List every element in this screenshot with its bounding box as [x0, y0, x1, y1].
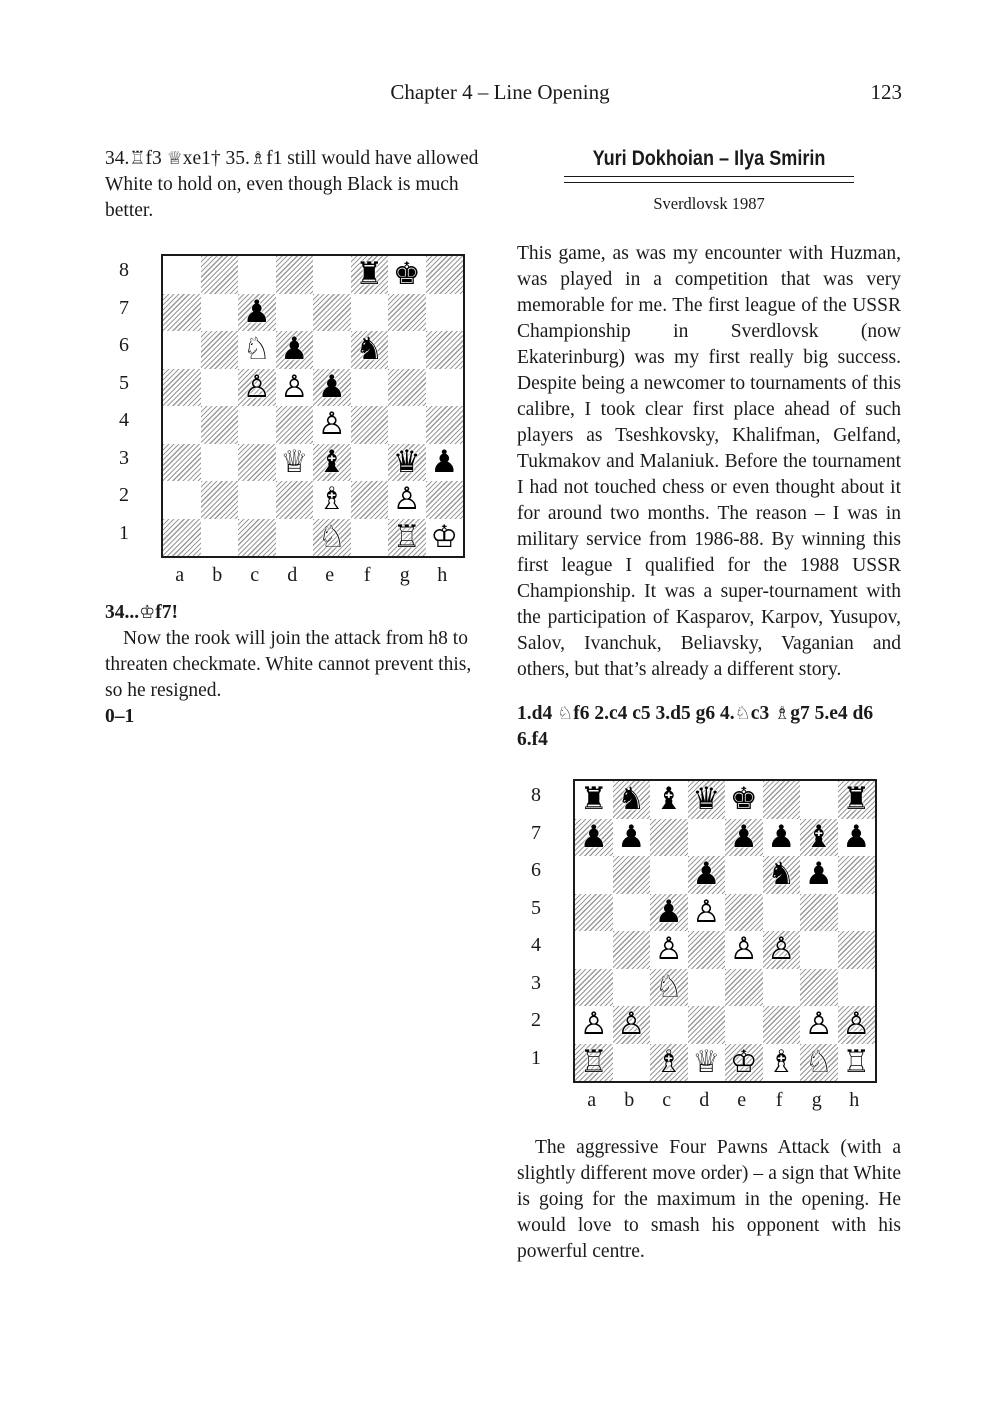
- file-label: d: [287, 564, 298, 586]
- chess-piece-icon: ♕: [280, 443, 309, 480]
- board-square: [163, 256, 201, 294]
- board-square: [388, 369, 426, 407]
- chess-piece-icon: ♙: [804, 1006, 833, 1043]
- chess-piece-icon: ♙: [280, 368, 309, 405]
- board-square: [763, 1044, 801, 1082]
- chess-piece-icon: ♟: [242, 293, 271, 330]
- chess-piece-icon: ♟: [617, 818, 646, 855]
- board-square: [725, 781, 763, 819]
- board-square: [688, 819, 726, 857]
- board-square: [313, 256, 351, 294]
- board-square: [575, 819, 613, 857]
- chess-piece-icon: ♔: [729, 1043, 758, 1080]
- board-square: [763, 781, 801, 819]
- file-label: f: [363, 564, 371, 586]
- file-label: e: [737, 1089, 747, 1111]
- file-label: h: [437, 564, 448, 586]
- board-square: [313, 331, 351, 369]
- board-square: [763, 819, 801, 857]
- chess-piece-icon: ♜: [579, 781, 608, 818]
- chess-piece-icon: ♟: [654, 893, 683, 930]
- board-square: [613, 1006, 651, 1044]
- chess-piece-icon: ♙: [842, 1006, 871, 1043]
- intro-text-4: f1 still would have allowed White to hold on, even though Black is much better.: [105, 148, 479, 221]
- board-square: [800, 781, 838, 819]
- commentary-paragraph-right: The aggressive Four Pawns Attack (with a slightly different move order) – a sign that White is going for the maximum in the opening. He would love to smash his opponent with his powerful centre.: [517, 1137, 901, 1262]
- board-square: [763, 969, 801, 1007]
- chess-piece-icon: ♛: [692, 781, 721, 818]
- board-square: [201, 331, 239, 369]
- board-square: [838, 894, 876, 932]
- board-square: [800, 819, 838, 857]
- intro-text-3: xe1† 35.: [182, 148, 250, 169]
- board-square: [238, 481, 276, 519]
- board-square: [575, 969, 613, 1007]
- board-square: [276, 406, 314, 444]
- board-square: [201, 256, 239, 294]
- rank-labels: [119, 252, 149, 552]
- commentary-paragraph: Now the rook will join the attack from h8 to threaten checkmate. White cannot prevent this, so he resigned.: [105, 628, 472, 701]
- file-label: f: [775, 1089, 783, 1111]
- chess-piece-icon: ♟: [280, 331, 309, 368]
- board-square: [575, 1006, 613, 1044]
- file-label: b: [624, 1089, 635, 1111]
- board-square: [276, 444, 314, 482]
- chess-piece-icon: ♛: [392, 443, 421, 480]
- board-square: [838, 931, 876, 969]
- board-square: [238, 294, 276, 332]
- intro-paragraph: [105, 146, 489, 224]
- board-square: [688, 781, 726, 819]
- board-square: [800, 1006, 838, 1044]
- game-venue: Sverdlovsk 1987: [653, 194, 765, 213]
- chess-piece-icon: ♟: [842, 818, 871, 855]
- board-square: [688, 1006, 726, 1044]
- rank-label: 5: [531, 896, 541, 919]
- file-label: a: [175, 564, 185, 586]
- intro-text-2: f3: [145, 148, 167, 169]
- board-square: [238, 444, 276, 482]
- board-square: [201, 369, 239, 407]
- board-square: [575, 781, 613, 819]
- file-label: h: [849, 1089, 860, 1111]
- board-square: [238, 331, 276, 369]
- board-square: [650, 781, 688, 819]
- board-square: [800, 894, 838, 932]
- chess-diagram-1: [119, 252, 464, 600]
- board-square: [238, 519, 276, 557]
- board-square: [575, 1044, 613, 1082]
- board-square: [613, 931, 651, 969]
- file-label: d: [699, 1089, 710, 1111]
- board-square: [725, 856, 763, 894]
- board-square: [351, 256, 389, 294]
- board-square: [426, 481, 464, 519]
- chess-piece-icon: ♞: [767, 856, 796, 893]
- board-square: [426, 369, 464, 407]
- chess-piece-icon: ♙: [317, 406, 346, 443]
- board-square: [238, 369, 276, 407]
- rank-label: 8: [531, 784, 541, 806]
- board-square: [650, 1006, 688, 1044]
- file-label: b: [212, 564, 223, 586]
- board-square: [838, 856, 876, 894]
- rank-label: 4: [531, 934, 541, 956]
- move-34-suffix: f7!: [155, 602, 179, 623]
- board-square: [688, 894, 726, 932]
- board-square: [276, 369, 314, 407]
- board-square: [201, 406, 239, 444]
- board-square: [388, 444, 426, 482]
- file-labels: [161, 562, 465, 588]
- board-square: [650, 931, 688, 969]
- board-square: [351, 369, 389, 407]
- chess-piece-icon: ♟: [692, 856, 721, 893]
- chess-piece-icon: ♙: [692, 893, 721, 930]
- rank-label: 7: [531, 821, 541, 844]
- running-header: [0, 80, 1000, 110]
- chapter-title: Chapter 4 – Line Opening: [390, 80, 610, 104]
- board-square: [800, 931, 838, 969]
- chess-piece-icon: ♙: [654, 931, 683, 968]
- board-square: [763, 856, 801, 894]
- file-label: a: [587, 1089, 597, 1111]
- chess-piece-icon: ♘: [317, 518, 346, 555]
- file-label: g: [811, 1089, 822, 1111]
- moves-text-2: f6 2.c4 c5 3.d5 g6 4.: [573, 703, 735, 724]
- rank-label: 1: [531, 1046, 541, 1069]
- knight-icon: ♘: [557, 703, 574, 724]
- rank-label: 4: [119, 409, 129, 431]
- chess-piece-icon: ♙: [729, 931, 758, 968]
- board-square: [575, 931, 613, 969]
- chess-piece-icon: ♟: [579, 818, 608, 855]
- board-square: [238, 256, 276, 294]
- rank-label: 1: [119, 521, 129, 544]
- board-square: [688, 931, 726, 969]
- move-34-prefix: 34...: [105, 602, 140, 623]
- board-square: [276, 481, 314, 519]
- board-square: [388, 406, 426, 444]
- board-square: [613, 969, 651, 1007]
- chess-piece-icon: ♗: [654, 1043, 683, 1080]
- board-square: [388, 519, 426, 557]
- board-square: [238, 406, 276, 444]
- chess-piece-icon: ♙: [242, 368, 271, 405]
- board-square: [838, 819, 876, 857]
- board-square: [163, 519, 201, 557]
- board-square: [351, 481, 389, 519]
- rank-label: 3: [531, 971, 541, 994]
- chess-piece-icon: ♙: [767, 931, 796, 968]
- chess-piece-icon: ♞: [355, 331, 384, 368]
- chess-piece-icon: ♜: [842, 781, 871, 818]
- board-square: [388, 256, 426, 294]
- rank-label: 3: [119, 446, 129, 469]
- board-square: [575, 856, 613, 894]
- board-square: [426, 256, 464, 294]
- board-square: [351, 406, 389, 444]
- chess-piece-icon: ♙: [617, 1006, 646, 1043]
- rank-labels: [531, 777, 561, 1077]
- board-square: [163, 481, 201, 519]
- rank-label: 8: [119, 259, 129, 281]
- board-square: [351, 294, 389, 332]
- board-square: [201, 294, 239, 332]
- moves-text-1: 1.d4: [517, 703, 558, 724]
- board-square: [800, 856, 838, 894]
- board-square: [313, 519, 351, 557]
- board-square: [725, 931, 763, 969]
- board-square: [313, 444, 351, 482]
- chess-piece-icon: ♔: [430, 518, 459, 555]
- chess-piece-icon: ♗: [317, 481, 346, 518]
- board-square: [426, 294, 464, 332]
- board-square: [613, 819, 651, 857]
- intro-text-1: 34.: [105, 148, 130, 169]
- board-square: [725, 1044, 763, 1082]
- board-square: [838, 969, 876, 1007]
- board-square: [763, 931, 801, 969]
- board-square: [163, 369, 201, 407]
- board-square: [838, 1006, 876, 1044]
- chess-piece-icon: ♘: [804, 1043, 833, 1080]
- board-square: [163, 294, 201, 332]
- rank-label: 5: [119, 371, 129, 394]
- intro-paragraph-right: This game, as was my encounter with Huzman, was played in a competition that was very memorable for me. The first league of the USSR Championship in Sverdlovsk (now Ekaterinburg) was my first really big success. Despite being a newcomer to tournaments of this calibre, I took clear first place ahead of such players as Tseshkovsky, Khalifman, Gelfand, Tukmakov and Malaniuk. Before the tournament I had not touched chess or even thought about it for around two months. The reason – I was in military service from 1986-88. By winning this first league I qualified for the 1988 USSR Championship. It was a super-tournament with the participation of Kasparov, Karpov, Yusupov, Salov, Ivanchuk, Beliavsky, Vaganian and others, but that’s already a different story.: [517, 243, 901, 680]
- game-result: 0–1: [105, 706, 135, 727]
- board-square: [613, 1044, 651, 1082]
- chess-piece-icon: ♖: [579, 1043, 608, 1080]
- rank-label: 2: [531, 1009, 541, 1031]
- board-square: [426, 519, 464, 557]
- file-label: g: [399, 564, 410, 586]
- board-square: [688, 969, 726, 1007]
- board-square: [163, 444, 201, 482]
- board-square: [388, 331, 426, 369]
- board-square: [763, 894, 801, 932]
- board-square: [201, 481, 239, 519]
- chess-piece-icon: ♙: [392, 481, 421, 518]
- board-square: [725, 894, 763, 932]
- board-square: [650, 1044, 688, 1082]
- chess-piece-icon: ♘: [242, 331, 271, 368]
- game-title: Yuri Dokhoian – Ilya Smirin: [592, 147, 826, 170]
- board-square: [763, 1006, 801, 1044]
- chess-piece-icon: ♜: [355, 256, 384, 293]
- move-34: [105, 600, 489, 626]
- chess-piece-icon: ♟: [767, 818, 796, 855]
- knight-icon: ♘: [734, 703, 751, 724]
- chess-piece-icon: ♚: [392, 256, 421, 293]
- king-icon: ♔: [139, 602, 156, 623]
- chess-piece-icon: ♖: [842, 1043, 871, 1080]
- rank-label: 6: [119, 334, 129, 356]
- file-label: c: [662, 1089, 672, 1111]
- moves-text-3: c3: [750, 703, 775, 724]
- page-number: 123: [870, 80, 902, 104]
- board-square: [725, 819, 763, 857]
- board-square: [650, 819, 688, 857]
- board-square: [650, 894, 688, 932]
- left-column: [105, 146, 489, 730]
- board-square: [313, 481, 351, 519]
- file-label: e: [325, 564, 335, 586]
- chess-piece-icon: ♘: [654, 968, 683, 1005]
- chess-piece-icon: ♗: [767, 1043, 796, 1080]
- chess-piece-icon: ♕: [692, 1043, 721, 1080]
- chess-board: [573, 779, 877, 1083]
- board-square: [201, 444, 239, 482]
- board-square: [201, 519, 239, 557]
- chess-piece-icon: ♝: [804, 818, 833, 855]
- board-square: [276, 294, 314, 332]
- file-labels: [573, 1087, 877, 1113]
- right-column: [517, 146, 901, 1265]
- queen-icon: ♕: [166, 148, 183, 169]
- chess-piece-icon: ♟: [804, 856, 833, 893]
- chess-piece-icon: ♟: [729, 818, 758, 855]
- board-square: [688, 1044, 726, 1082]
- chess-board: [161, 254, 465, 558]
- rank-label: 2: [119, 484, 129, 506]
- moves-text-4: g7 5.e4 d6 6.f4: [517, 703, 874, 750]
- chess-piece-icon: ♚: [729, 781, 758, 818]
- board-square: [725, 969, 763, 1007]
- board-square: [613, 894, 651, 932]
- board-square: [426, 444, 464, 482]
- board-square: [276, 519, 314, 557]
- board-square: [313, 294, 351, 332]
- board-square: [388, 294, 426, 332]
- chess-piece-icon: ♙: [579, 1006, 608, 1043]
- chess-piece-icon: ♝: [317, 443, 346, 480]
- bishop-icon: ♗: [774, 703, 791, 724]
- board-square: [276, 256, 314, 294]
- board-square: [388, 481, 426, 519]
- board-square: [650, 856, 688, 894]
- board-square: [838, 781, 876, 819]
- board-square: [351, 331, 389, 369]
- board-square: [613, 856, 651, 894]
- opening-moves: [517, 701, 901, 753]
- board-square: [163, 331, 201, 369]
- chess-piece-icon: ♖: [392, 518, 421, 555]
- board-square: [351, 444, 389, 482]
- board-square: [276, 331, 314, 369]
- board-square: [575, 894, 613, 932]
- board-square: [688, 856, 726, 894]
- board-square: [613, 781, 651, 819]
- board-square: [313, 369, 351, 407]
- board-square: [650, 969, 688, 1007]
- board-square: [800, 969, 838, 1007]
- rook-icon: ♖: [129, 148, 146, 169]
- board-square: [351, 519, 389, 557]
- board-square: [838, 1044, 876, 1082]
- board-square: [426, 331, 464, 369]
- board-square: [163, 406, 201, 444]
- board-square: [800, 1044, 838, 1082]
- chess-piece-icon: ♟: [317, 368, 346, 405]
- board-square: [426, 406, 464, 444]
- rank-label: 7: [119, 296, 129, 319]
- chess-piece-icon: ♝: [654, 781, 683, 818]
- bishop-icon: ♗: [249, 148, 267, 169]
- file-label: c: [250, 564, 260, 586]
- chess-piece-icon: ♟: [430, 443, 459, 480]
- board-square: [725, 1006, 763, 1044]
- rank-label: 6: [531, 859, 541, 881]
- chess-piece-icon: ♞: [617, 781, 646, 818]
- board-square: [313, 406, 351, 444]
- title-double-rule: [564, 176, 854, 183]
- chess-diagram-2: [531, 777, 876, 1125]
